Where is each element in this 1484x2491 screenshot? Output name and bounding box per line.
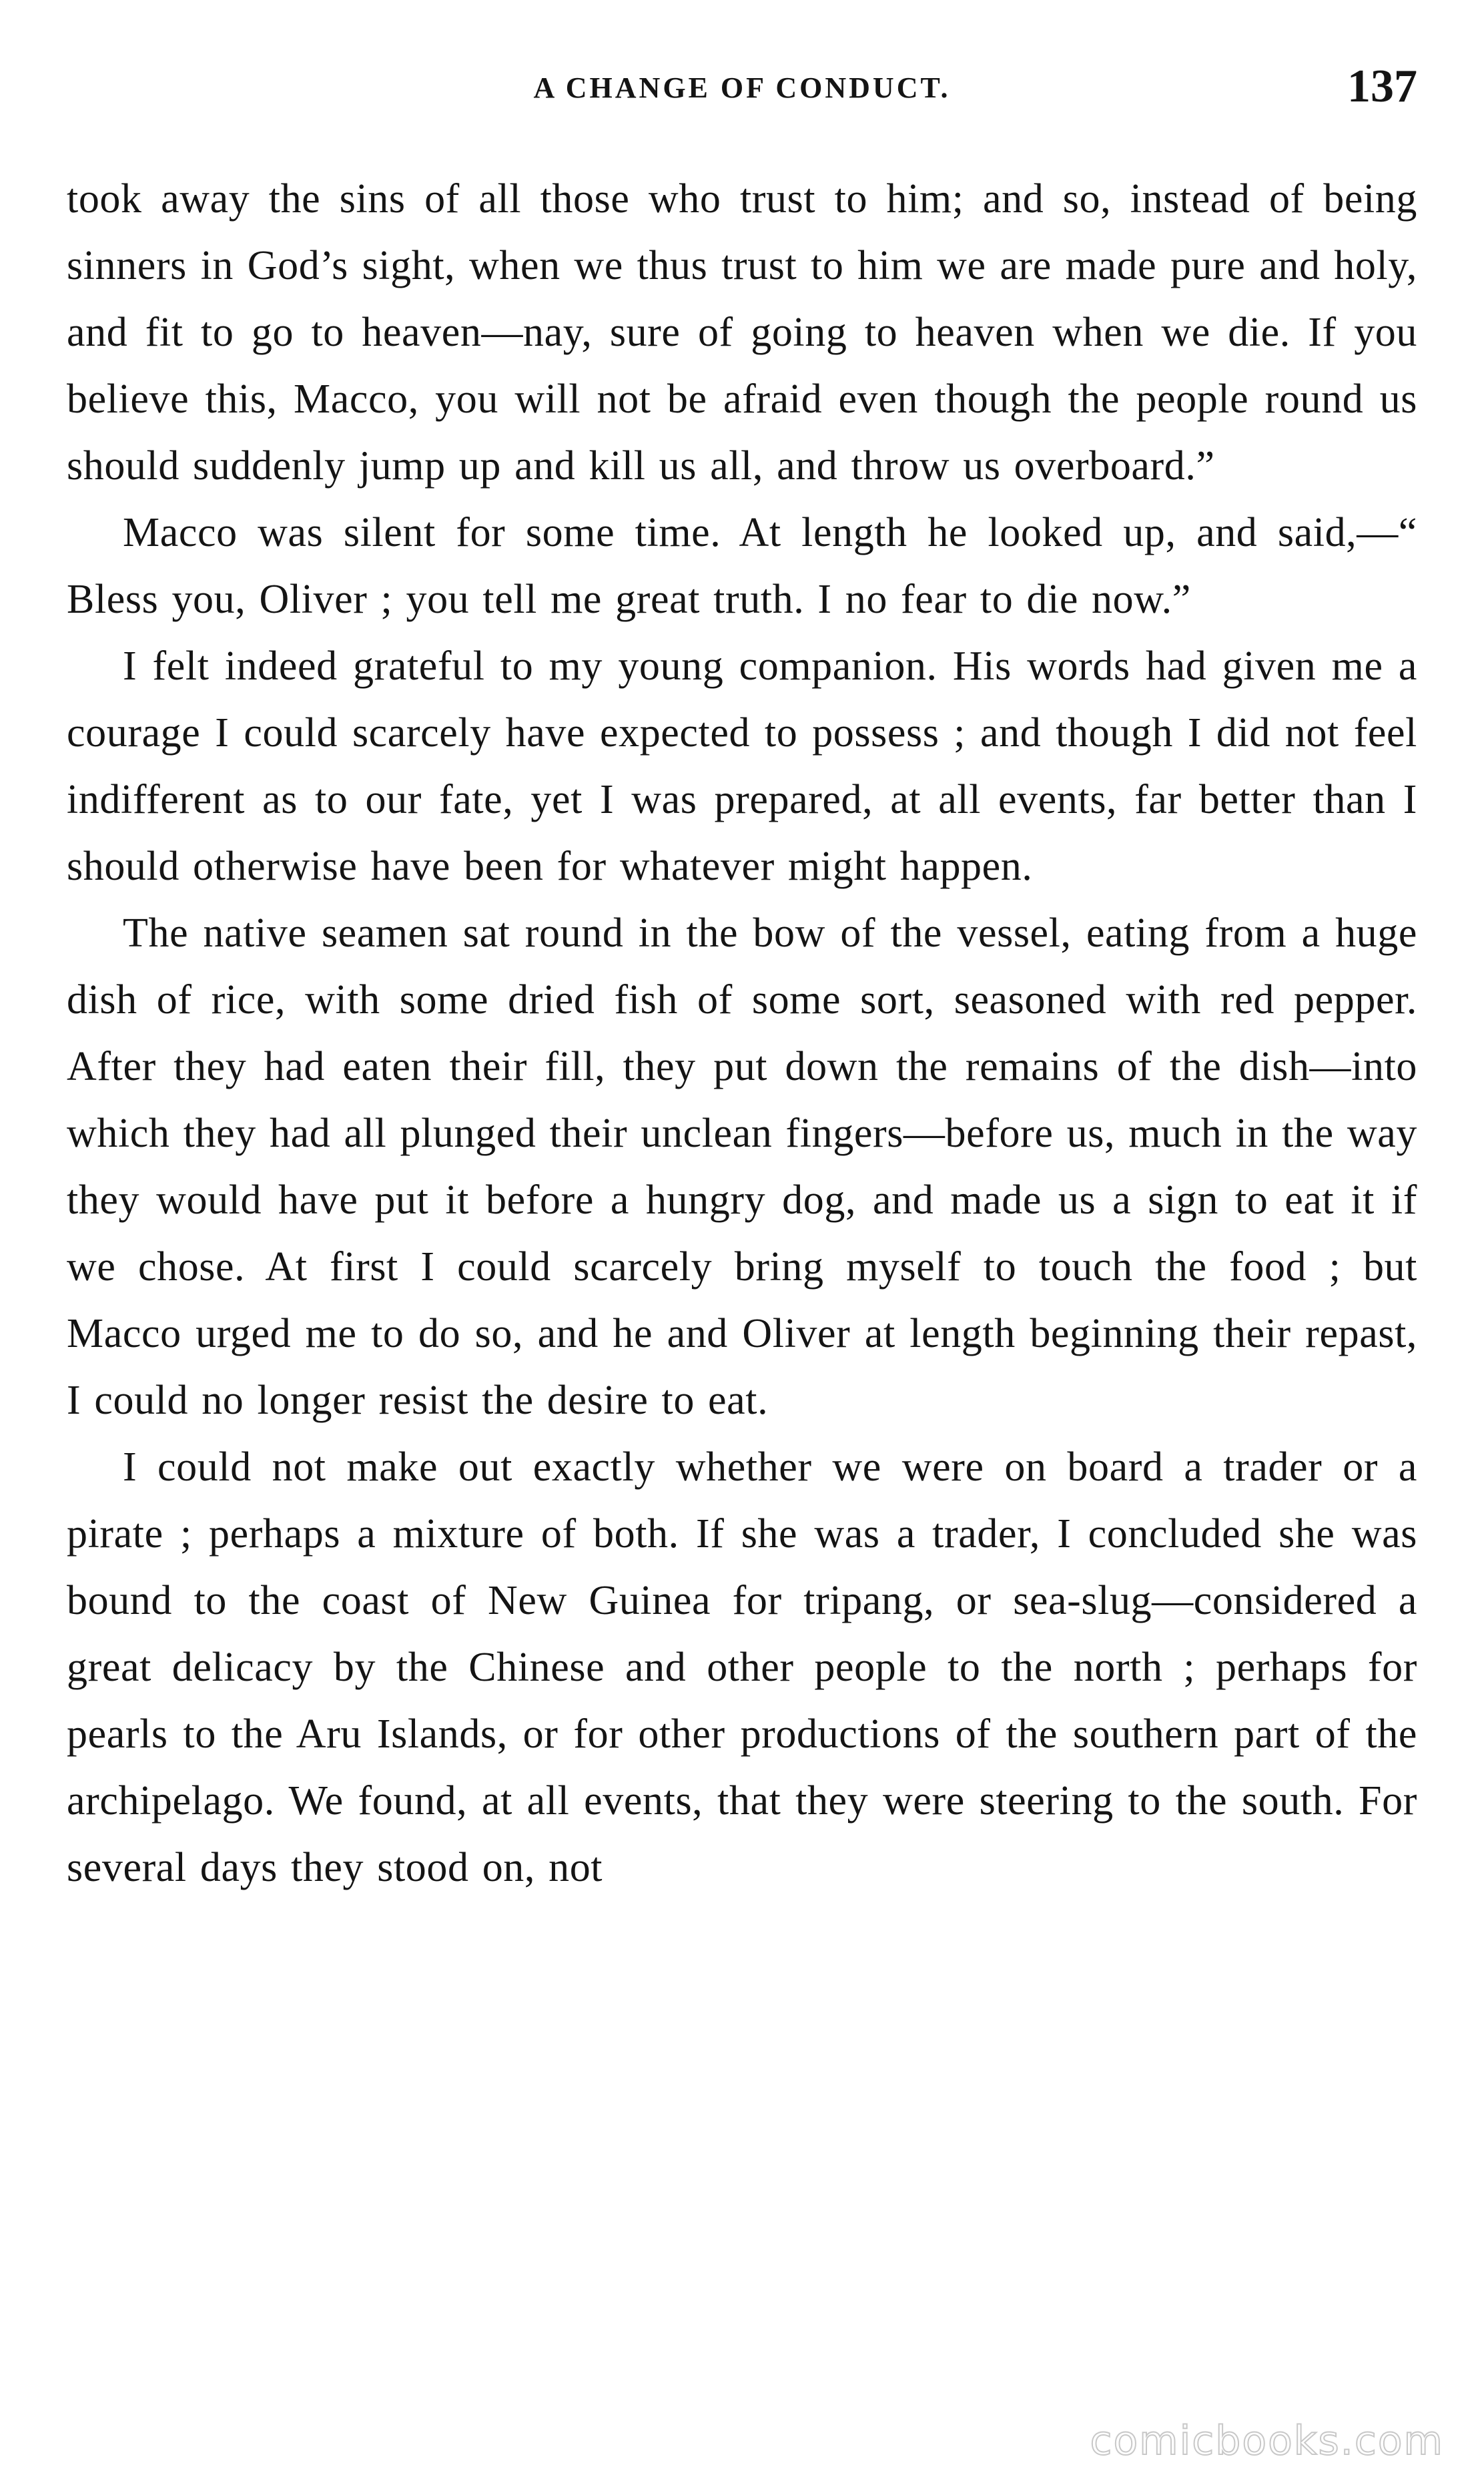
page-number: 137 [1347, 61, 1417, 112]
body-text [67, 166, 1417, 2382]
paragraph-4: The native seamen sat round in the bow of the vessel, eating from a huge dish of rice, with some dried fish of some sort, seasoned with red pepper. After they had eaten their fill, they put down the remains of the dish—into which they had all plunged their unclean fingers—before us, much in the way they would have put it before a hungry dog, and made us a sign to eat it if we chose. At first I could scarcely bring myself to touch the food ; but Macco urged me to do so, and he and Oliver at length beginning their repast, I could no longer resist the desire to eat. [67, 910, 1417, 1423]
paragraph-1: took away the sins of all those who trust to him; and so, instead of being sinners in God’s sight, when we thus trust to him we are made pure and holy, and fit to go to heaven—nay, sure of going to heaven when we die. If you believe this, Macco, you will not be afraid even though the people round us should suddenly jump up and kill us all, and throw us overboard.” [67, 176, 1417, 489]
paragraph-3: I felt indeed grateful to my young companion. His words had given me a courage I could scarcely have expected to possess ; and though I did not feel indifferent as to our fate, yet I was prepared, at all events, far better than I should otherwise have been for whatever might happen. [67, 643, 1417, 889]
paragraph-5: I could not make out exactly whether we were on board a trader or a pirate ; perhaps a mixture of both. If she was a trader, I concluded she was bound to the coast of New Guinea for tripang, or sea-slug—considered a great delicacy by the Chinese and other people to the north ; perhaps for pearls to the Aru Islands, or for other productions of the southern part of the archipelago. We found, at all events, that they were steering to the south. For several days they stood on, not [67, 1444, 1417, 1890]
running-title: A CHANGE OF CONDUCT. [533, 71, 951, 104]
running-head [67, 60, 1417, 127]
paragraph-2: Macco was silent for some time. At length he looked up, and said,—“ Bless you, Oliver ; you tell me great truth. I no fear to die now.” [67, 510, 1417, 622]
watermark: comicbooks.com [1090, 2418, 1444, 2464]
